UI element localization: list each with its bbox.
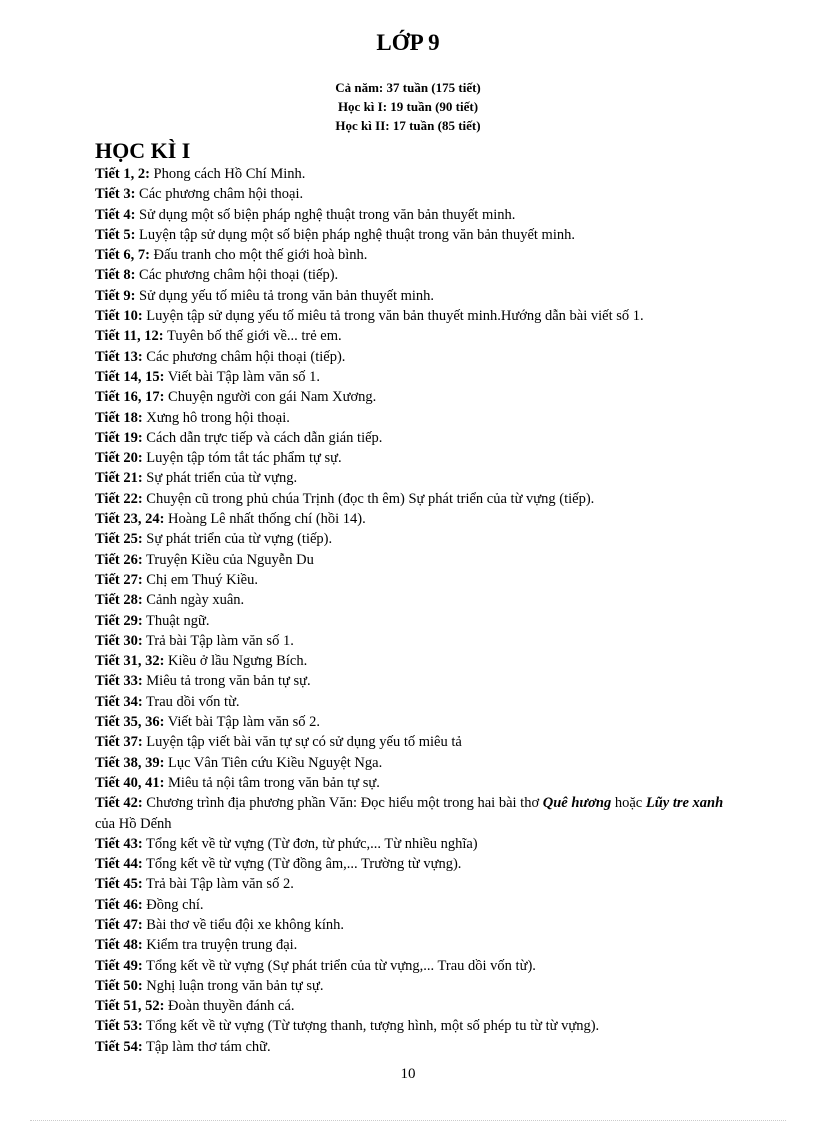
lesson-item [95, 1037, 745, 1057]
lesson-title: Các phương châm hội thoại. [135, 186, 304, 203]
lesson-list [95, 164, 745, 1057]
summary-year: Cả năm: 37 tuần (175 tiết) [335, 80, 481, 95]
lesson-text-tail: của Hồ Dếnh [95, 815, 172, 832]
lesson-item [95, 326, 745, 346]
lesson-number: Tiết 29: [95, 612, 143, 629]
lesson-number: Tiết 8: [95, 267, 136, 284]
lesson-title: Chuyện người con gái Nam Xương. [164, 389, 377, 406]
lesson-title: Miêu tả nội tâm trong văn bản tự sự. [164, 774, 380, 791]
lesson-title: Đồng chí. [142, 896, 204, 913]
lesson-item [95, 671, 745, 691]
lesson-number: Tiết 14, 15: [95, 368, 165, 385]
lesson-item [95, 529, 745, 549]
lesson-number: Tiết 19: [95, 429, 143, 446]
lesson-title: Chuyện cũ trong phủ chúa Trịnh (đọc th êm) Sự phát triển của từ vựng (tiếp). [142, 490, 595, 507]
lesson-item [95, 489, 745, 509]
lesson-title: Các phương châm hội thoại (tiếp). [135, 267, 339, 284]
lesson-number: Tiết 46: [95, 896, 143, 913]
lesson-number: Tiết 22: [95, 490, 143, 507]
lesson-number: Tiết 13: [95, 348, 143, 365]
lesson-number: Tiết 4: [95, 206, 136, 223]
lesson-number: Tiết 54: [95, 1038, 143, 1055]
lesson-number: Tiết 3: [95, 186, 136, 203]
lesson-item [95, 956, 745, 976]
lesson-number: Tiết 38, 39: [95, 754, 165, 771]
lesson-title: Luyện tập sử dụng một số biện pháp nghệ thuật trong văn bản thuyết minh. [135, 226, 575, 243]
lesson-title: Hoàng Lê nhất thống chí (hồi 14). [164, 511, 366, 528]
lesson-number: Tiết 25: [95, 531, 143, 548]
lesson-title: Chương trình địa phương phần Văn: Đọc hiểu một trong hai bài thơ [142, 795, 543, 812]
poem-title: Lũy tre xanh [645, 795, 724, 812]
lesson-item [95, 448, 745, 468]
lesson-title: Viết bài Tập làm văn số 2. [164, 714, 321, 731]
lesson-item [95, 428, 745, 448]
lesson-number: Tiết 48: [95, 937, 143, 954]
lesson-item [95, 712, 745, 732]
lesson-number: Tiết 31, 32: [95, 653, 165, 670]
lesson-title: Luyện tập tóm tắt tác phẩm tự sự. [142, 450, 342, 467]
lesson-number: Tiết 16, 17: [95, 389, 165, 406]
lesson-title: Chị em Thuý Kiều. [142, 571, 258, 588]
lesson-title: Tuyên bố thế giới về... trẻ em. [163, 328, 342, 345]
lesson-item [95, 732, 745, 752]
lesson-title: Tổng kết về từ vựng (Sự phát triển của từ vựng,... Trau dồi vốn từ). [142, 957, 536, 974]
lesson-item [95, 367, 745, 387]
lesson-number: Tiết 30: [95, 632, 143, 649]
lesson-item [95, 225, 745, 245]
lesson-number: Tiết 10: [95, 308, 143, 325]
lesson-title: Cảnh ngày xuân. [142, 592, 245, 609]
lesson-title: Miêu tả trong văn bản tự sự. [142, 673, 311, 690]
lesson-title: Tổng kết về từ vựng (Từ đơn, từ phức,... Từ nhiều nghĩa) [142, 835, 478, 852]
lesson-item [95, 611, 745, 631]
lesson-number: Tiết 28: [95, 592, 143, 609]
lesson-number: Tiết 5: [95, 226, 136, 243]
lesson-item [95, 509, 745, 529]
lesson-number: Tiết 44: [95, 856, 143, 873]
lesson-number: Tiết 20: [95, 450, 143, 467]
lesson-number: Tiết 35, 36: [95, 714, 165, 731]
lesson-item [95, 408, 745, 428]
lesson-title: Cách dẫn trực tiếp và cách dẫn gián tiếp. [142, 429, 383, 446]
lesson-item [95, 874, 745, 894]
lesson-title: Thuật ngữ. [142, 612, 210, 629]
lesson-number: Tiết 1, 2: [95, 166, 150, 182]
lesson-number: Tiết 40, 41: [95, 774, 165, 791]
lesson-title: Bài thơ về tiểu đội xe không kính. [142, 916, 345, 933]
lesson-item [95, 935, 745, 955]
lesson-title: Nghị luận trong văn bản tự sự. [142, 977, 324, 994]
lesson-item [95, 895, 745, 915]
lesson-item [95, 651, 745, 671]
lesson-title: Phong cách Hồ Chí Minh. [149, 166, 306, 182]
lesson-item [95, 570, 745, 590]
lesson-item [95, 915, 745, 935]
lesson-title: Sử dụng một số biện pháp nghệ thuật trong văn bản thuyết minh. [135, 206, 516, 223]
lesson-item [95, 205, 745, 225]
lesson-title: Tập làm thơ tám chữ. [142, 1038, 271, 1055]
lesson-number: Tiết 21: [95, 470, 143, 487]
lesson-text-connector: hoặc [611, 795, 646, 812]
lesson-item [95, 793, 745, 834]
poem-title: Quê hương [542, 795, 612, 812]
lesson-item [95, 306, 745, 326]
page-title: LỚP 9 [376, 30, 440, 55]
lesson-item [95, 834, 745, 854]
lesson-item [95, 265, 745, 285]
lesson-title: Đoàn thuyền đánh cá. [164, 998, 295, 1015]
lesson-title: Trả bài Tập làm văn số 1. [142, 632, 294, 649]
lesson-number: Tiết 50: [95, 977, 143, 994]
lesson-number: Tiết 53: [95, 1018, 143, 1035]
lesson-item [95, 245, 745, 265]
lesson-number: Tiết 45: [95, 876, 143, 893]
lesson-item [95, 468, 745, 488]
lesson-number: Tiết 49: [95, 957, 143, 974]
lesson-title: Sự phát triển của từ vựng. [142, 470, 298, 487]
summary-semester-2: Học kì II: 17 tuần (85 tiết) [335, 118, 481, 133]
lesson-title: Lục Vân Tiên cứu Kiều Nguyệt Nga. [164, 754, 383, 771]
lesson-title: Tổng kết về từ vựng (Từ đồng âm,... Trường từ vựng). [142, 856, 462, 873]
lesson-title: Luyện tập sử dụng yếu tố miêu tả trong văn bản thuyết minh.Hướng dẫn bài viết số 1. [142, 308, 644, 325]
lesson-title: Trau dồi vốn từ. [142, 693, 240, 710]
lesson-item [95, 631, 745, 651]
lesson-title: Viết bài Tập làm văn số 1. [164, 368, 321, 385]
lesson-title: Xưng hô trong hội thoại. [142, 409, 290, 426]
section-heading: HỌC KÌ I [95, 138, 191, 163]
lesson-number: Tiết 43: [95, 835, 143, 852]
lesson-item [95, 164, 745, 184]
lesson-title: Truyện Kiều của Nguyễn Du [142, 551, 314, 568]
lesson-item [95, 347, 745, 367]
lesson-item [95, 1016, 745, 1036]
lesson-number: Tiết 37: [95, 734, 143, 751]
summary-semester-1: Học kì I: 19 tuần (90 tiết) [337, 99, 479, 114]
lesson-item [95, 773, 745, 793]
lesson-item [95, 184, 745, 204]
lesson-item [95, 286, 745, 306]
lesson-title: Kiều ở lầu Ngưng Bích. [164, 653, 308, 670]
lesson-item [95, 550, 745, 570]
lesson-title: Trả bài Tập làm văn số 2. [142, 876, 294, 893]
lesson-number: Tiết 23, 24: [95, 511, 165, 528]
lesson-number: Tiết 11, 12: [95, 328, 164, 345]
year-summary [0, 78, 816, 135]
lesson-title: Kiểm tra truyện trung đại. [142, 937, 298, 954]
lesson-number: Tiết 26: [95, 551, 143, 568]
lesson-number: Tiết 9: [95, 287, 136, 304]
lesson-item [95, 753, 745, 773]
lesson-title: Đấu tranh cho một thế giới hoà bình. [149, 247, 368, 264]
lesson-title: Luyện tập viết bài văn tự sự có sử dụng yếu tố miêu tả [142, 734, 462, 751]
lesson-title: Sự phát triển của từ vựng (tiếp). [142, 531, 333, 548]
lesson-number: Tiết 18: [95, 409, 143, 426]
page-number: 10 [400, 1066, 416, 1082]
lesson-item [95, 854, 745, 874]
lesson-number: Tiết 27: [95, 571, 143, 588]
lesson-item [95, 692, 745, 712]
lesson-number: Tiết 51, 52: [95, 998, 165, 1015]
lesson-number: Tiết 47: [95, 916, 143, 933]
lesson-title: Tổng kết về từ vựng (Từ tượng thanh, tượng hình, một số phép tu từ từ vựng). [142, 1018, 600, 1035]
lesson-number: Tiết 6, 7: [95, 247, 150, 264]
lesson-title: Sử dụng yếu tố miêu tả trong văn bản thuyết minh. [135, 287, 435, 304]
lesson-item [95, 996, 745, 1016]
lesson-number: Tiết 34: [95, 693, 143, 710]
page-bottom-rule [30, 1120, 786, 1121]
lesson-title: Các phương châm hội thoại (tiếp). [142, 348, 346, 365]
lesson-item [95, 590, 745, 610]
lesson-item [95, 976, 745, 996]
lesson-number: Tiết 33: [95, 673, 143, 690]
lesson-number: Tiết 42: [95, 795, 143, 812]
lesson-item [95, 387, 745, 407]
